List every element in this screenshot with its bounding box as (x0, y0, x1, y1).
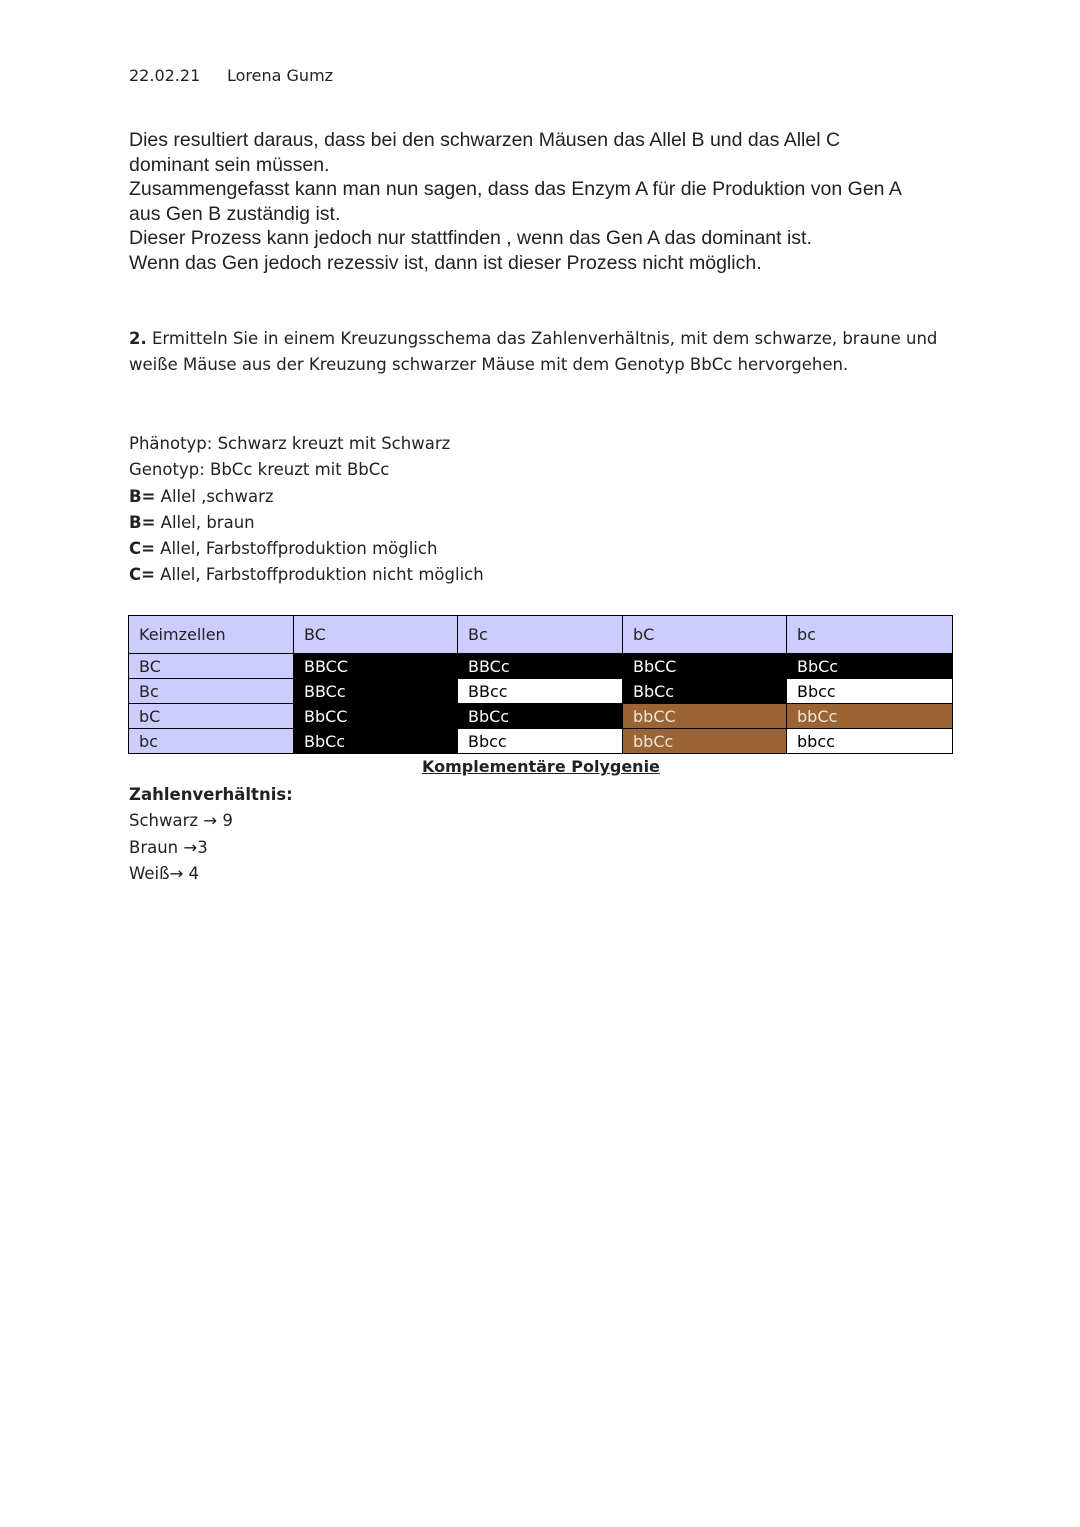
genotype-cell: BbCc (623, 679, 787, 704)
table-caption: Komplementäre Polygenie (422, 757, 660, 776)
intro-line: Dieser Prozess kann jedoch nur stattfinden , wenn das Gen A das dominant ist. (129, 227, 812, 250)
column-gamete: bc (787, 616, 953, 654)
intro-line: Wenn das Gen jedoch rezessiv ist, dann ist dieser Prozess nicht möglich. (129, 251, 762, 274)
column-gamete: bC (623, 616, 787, 654)
allele-line (129, 562, 484, 588)
punnett-square (128, 615, 953, 754)
intro-line: dominant sein müssen. (129, 153, 330, 176)
allele-text: Allel, Farbstoffproduktion nicht möglich (154, 565, 484, 585)
ratio-item: Braun →3 (129, 837, 208, 857)
intro-text (129, 128, 959, 276)
genotype-cell: BBCc (458, 654, 623, 679)
intro-line: Dies resultiert daraus, dass bei den schwarzen Mäusen das Allel B und das Allel C (129, 129, 841, 151)
genotype-cell: BbCc (294, 729, 458, 754)
page-header (129, 66, 333, 85)
phenotype-line: Phänotyp: Schwarz kreuzt mit Schwarz (129, 434, 451, 453)
allele-line (129, 536, 484, 562)
ratio-title: Zahlenverhältnis: (129, 785, 293, 804)
genotype-cell: BBCC (294, 654, 458, 679)
genotype-cell: bbCC (623, 704, 787, 729)
genotype-cell: BBcc (458, 679, 623, 704)
task-question (129, 326, 959, 378)
row-gamete: BC (129, 654, 294, 679)
genotype-line: Genotyp: BbCc kreuzt mit BbCc (129, 460, 390, 480)
allele-text: Allel ,schwarz (155, 486, 274, 506)
allele-text: Allel, Farbstoffproduktion möglich (154, 539, 438, 559)
task-line-2: weiße Mäuse aus der Kreuzung schwarzer Mäuse mit dem Genotyp BbCc hervorgehen. (129, 355, 849, 374)
genotype-cell: bbCc (623, 729, 787, 754)
genotype-cell: Bbcc (458, 729, 623, 754)
ratio-item: Schwarz → 9 (129, 811, 233, 831)
row-gamete: Bc (129, 679, 294, 704)
genotype-cell: BbCc (458, 704, 623, 729)
allele-line (129, 484, 484, 510)
allele-symbol: B= (129, 512, 156, 532)
genotype-cell: bbCc (787, 704, 953, 729)
punnett-row (129, 679, 953, 704)
row-gamete: bC (129, 704, 294, 729)
punnett-row (129, 729, 953, 754)
genotype-cell: bbcc (787, 729, 953, 754)
row-gamete: bc (129, 729, 294, 754)
punnett-row (129, 654, 953, 679)
genotype-cell: BbCc (787, 654, 953, 679)
task-text: Ermitteln Sie in einem Kreuzungsschema das Zahlenverhältnis, mit dem schwarze, braune und (146, 329, 938, 348)
allele-symbol: C= (129, 565, 155, 585)
punnett-header-row (129, 616, 953, 654)
column-gamete: Bc (458, 616, 623, 654)
author-name: Lorena Gumz (227, 66, 334, 85)
intro-line: aus Gen B zuständig ist. (129, 202, 341, 225)
genotype-cell: Bbcc (787, 679, 953, 704)
allele-symbol: B= (129, 486, 156, 506)
task-line-1 (129, 326, 959, 352)
column-gamete: BC (294, 616, 458, 654)
allele-text: Allel, braun (155, 512, 255, 532)
task-number: 2. (129, 329, 147, 348)
genotype-cell: BBCc (294, 679, 458, 704)
date: 22.02.21 (129, 66, 201, 85)
allele-symbol: C= (129, 539, 155, 559)
ratio-summary (129, 782, 293, 887)
genotype-cell: BbCC (294, 704, 458, 729)
intro-line: Zusammengefasst kann man nun sagen, dass das Enzym A für die Produktion von Gen A (129, 178, 902, 201)
definitions (129, 431, 484, 589)
genotype-cell: BbCC (623, 654, 787, 679)
punnett-corner: Keimzellen (129, 616, 294, 654)
ratio-item: Weiß→ 4 (129, 863, 200, 883)
punnett-row (129, 704, 953, 729)
allele-line (129, 510, 484, 536)
